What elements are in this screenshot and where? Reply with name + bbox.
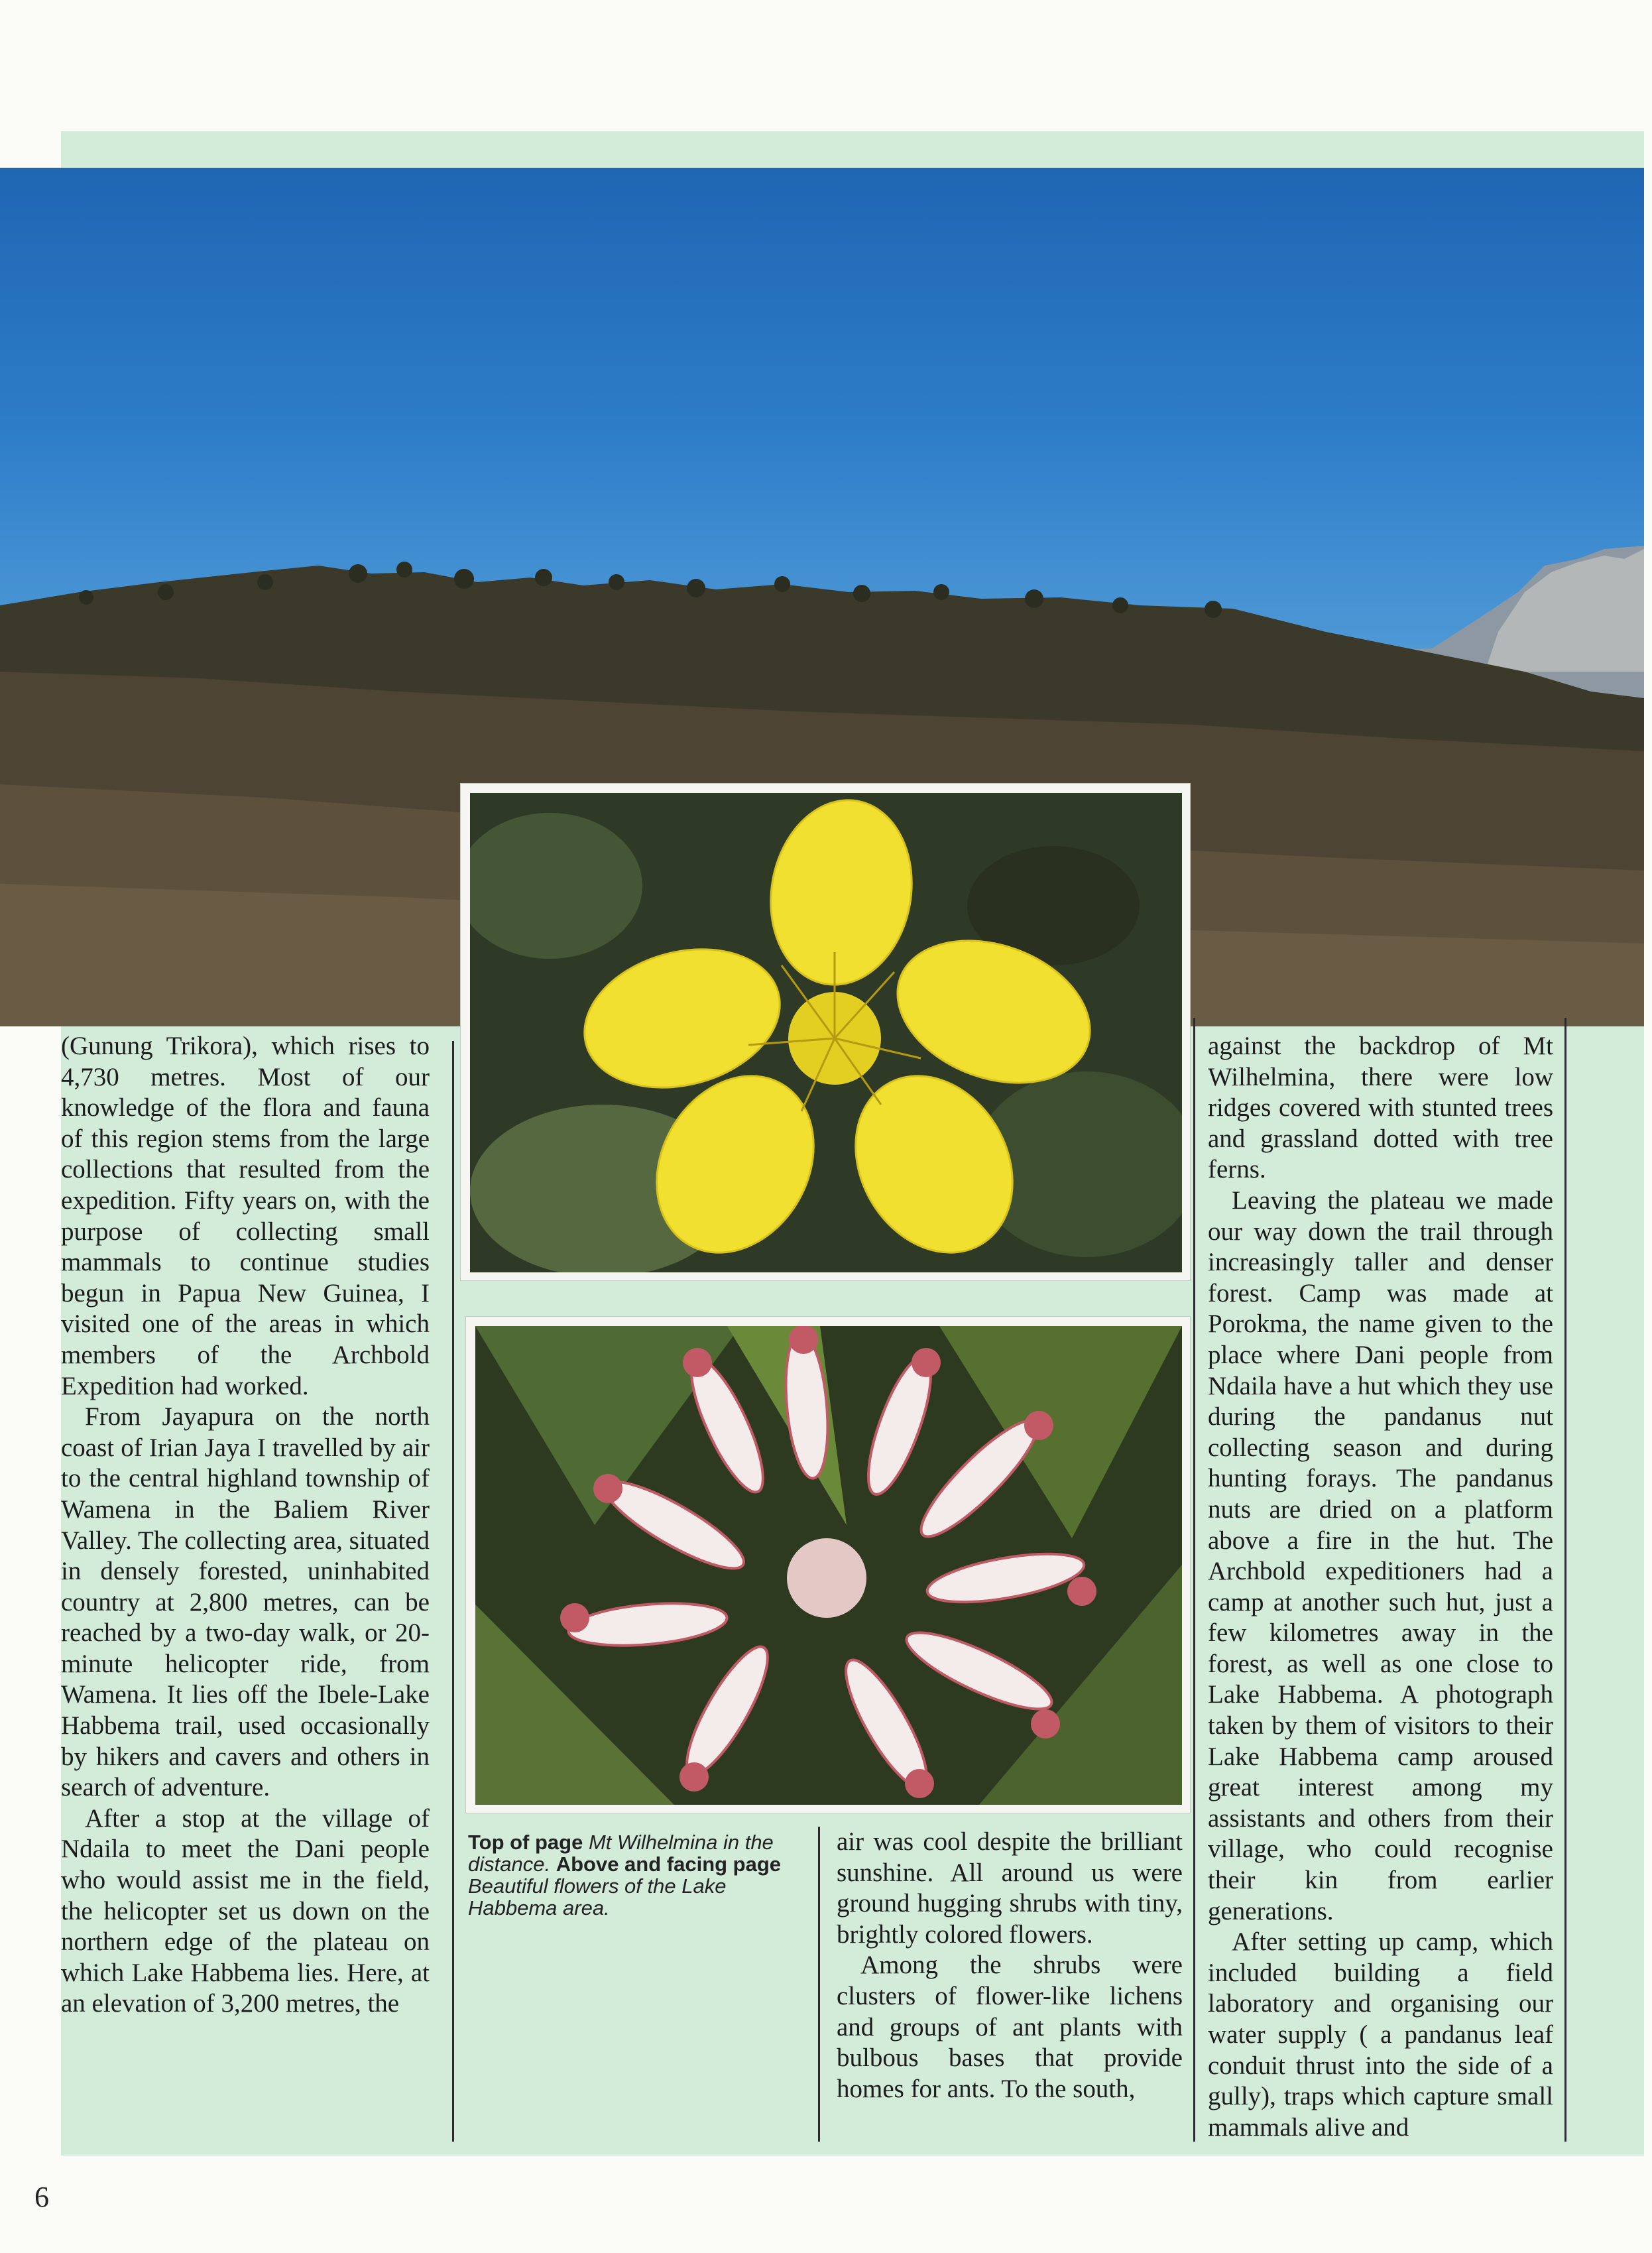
paragraph: Leaving the plateau we made our way down the trail through increasingly taller and denser forest. Camp was made at Porokma, the name given to the place where Dani people from Ndaila have a hut which they use during the pandanus nut collecting season and during hunting forays. The pandanus nuts are dried on a platform above a fire in the hut. The Archbold expeditioners had a camp at another such hut, just a few kilometres away in the forest, as well as one close to Lake Habbema. A photograph taken by them of visitors to their Lake Habbema camp aroused great interest among my assistants and others from their village, who could recognise their kin from earlier generations. (1208, 1186, 1553, 1925)
caption-text-2: Beautiful flowers of the Lake Habbema area. (468, 1874, 727, 1919)
yellow-flower-image (470, 793, 1182, 1272)
paragraph: Among the shrubs were clusters of flower-like lichens and groups of ant plants with bulbous bases that provide homes for ants. To the south, (837, 1951, 1183, 2103)
text-column-right (1208, 1031, 1553, 2143)
text-column-left (61, 1031, 430, 2020)
paragraph: After setting up camp, which included building a field laboratory and organising our water supply ( a pandanus leaf conduit thrust into the side of a gully), traps which capture small mammals alive and (1208, 1927, 1553, 2142)
column-rule (818, 1827, 820, 2142)
paragraph: (Gunung Trikora), which rises to 4,730 metres. Most of our knowledge of the flora and fauna of this region stems from the large collections that resulted from the expedition. Fifty years on, with the purpose of collecting small mammals to continue studies begun in Papua New Guinea, I visited one of the areas in which members of the Archbold Expedition had worked. (61, 1032, 430, 1400)
caption-lead-1: Top of page (468, 1831, 583, 1854)
paragraph: against the backdrop of Mt Wilhelmina, there were low ridges covered with stunted trees and grassland dotted with tree ferns. (1208, 1032, 1553, 1184)
text-column-middle (837, 1827, 1183, 2104)
caption-lead-2: Above and facing page (556, 1853, 782, 1876)
pink-flower-image (475, 1326, 1182, 1805)
column-rule (1564, 1018, 1566, 2142)
caption-text-1: Mt Wilhelmina in the distance. (468, 1831, 774, 1876)
page-number: 6 (34, 2181, 49, 2213)
photo-yellow-flower (460, 783, 1191, 1281)
paragraph: air was cool despite the brilliant sunshine. All around us were ground hugging shrubs with tiny, brightly colored flowers. (837, 1827, 1183, 1949)
column-rule (1193, 1018, 1195, 2142)
column-rule (452, 1041, 454, 2142)
photo-caption (468, 1831, 813, 1919)
photo-pink-flowers (465, 1316, 1191, 1813)
paragraph: After a stop at the village of Ndaila to meet the Dani people who would assist me in the field, the helicopter set us down on the northern edge of the plateau on which Lake Habbema lies. Here, at an elevation of 3,200 metres, the (61, 1803, 430, 2018)
paragraph: From Jayapura on the north coast of Irian Jaya I travelled by air to the central highland township of Wamena in the Baliem River Valley. The collecting area, situated in densely forested, uninhabited country at 2,800 metres, can be reached by a two-day walk, or 20-minute helicopter ride, from Wamena. It lies off the Ibele-Lake Habbema trail, used occasionally by hikers and cavers and others in search of adventure. (61, 1402, 430, 1802)
